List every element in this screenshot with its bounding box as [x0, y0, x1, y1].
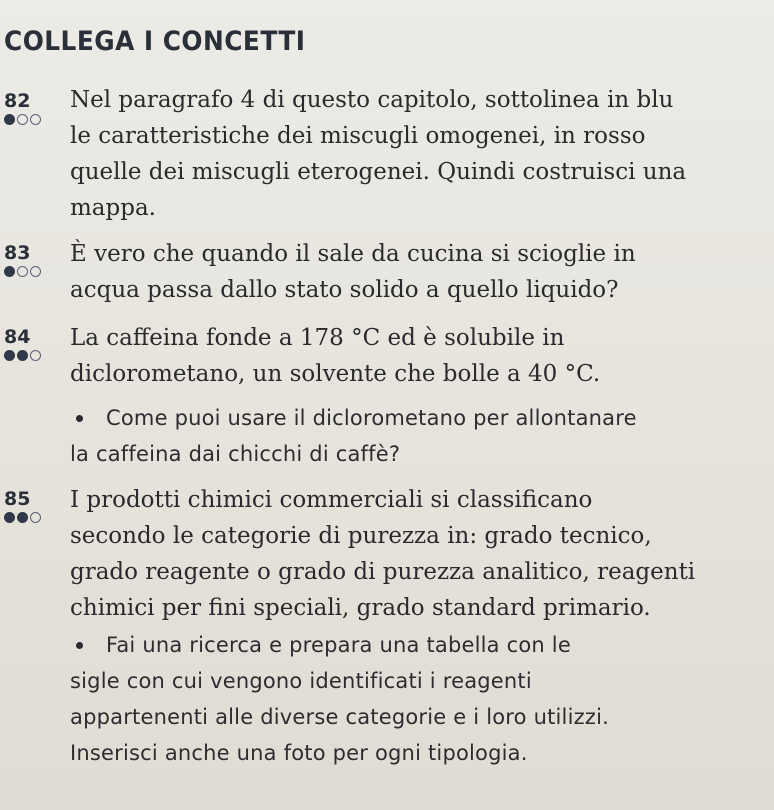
- text-line: chimici per fini speciali, grado standard primario.: [70, 595, 651, 621]
- difficulty-dot-filled: [4, 512, 15, 523]
- difficulty-dot-filled: [17, 512, 28, 523]
- difficulty-dot-filled: [4, 350, 15, 361]
- difficulty-dot-empty: [17, 266, 28, 277]
- text-line: mappa.: [70, 195, 156, 221]
- text-line: secondo le categorie di purezza in: grado tecnico,: [70, 523, 652, 549]
- exercise-number: 82: [4, 90, 31, 112]
- exercise-text: [70, 320, 760, 392]
- difficulty-dot-empty: [30, 350, 41, 361]
- difficulty-dot-filled: [4, 266, 15, 277]
- bullet-icon: [76, 415, 83, 422]
- difficulty-indicator: [4, 350, 41, 361]
- text-line: È vero che quando il sale da cucina si scioglie in: [70, 241, 636, 267]
- text-line: Come puoi usare il diclorometano per allontanare: [106, 406, 637, 430]
- text-line: grado reagente o grado di purezza analitico, reagenti: [70, 559, 696, 585]
- text-line: diclorometano, un solvente che bolle a 40 °C.: [70, 361, 601, 387]
- difficulty-dot-empty: [30, 266, 41, 277]
- difficulty-dot-empty: [30, 114, 41, 125]
- exercise-number: 84: [4, 326, 31, 348]
- text-line: I prodotti chimici commerciali si classificano: [70, 487, 593, 513]
- exercise-text: [70, 236, 760, 308]
- difficulty-indicator: [4, 266, 41, 277]
- exercise-number: 85: [4, 488, 31, 510]
- difficulty-dot-filled: [17, 350, 28, 361]
- exercise-text: [70, 482, 760, 626]
- text-line: le caratteristiche dei miscugli omogenei, in rosso: [70, 123, 646, 149]
- text-line: sigle con cui vengono identificati i reagenti: [70, 669, 532, 693]
- exercise-number: 83: [4, 242, 31, 264]
- text-line: appartenenti alle diverse categorie e i loro utilizzi.: [70, 705, 609, 729]
- text-line: Nel paragrafo 4 di questo capitolo, sottolinea in blu: [70, 87, 674, 113]
- text-line: la caffeina dai chicchi di caffè?: [70, 442, 401, 466]
- text-line: Inserisci anche una foto per ogni tipologia.: [70, 741, 528, 765]
- text-line: Fai una ricerca e prepara una tabella con le: [106, 633, 571, 657]
- exercise-text: [70, 82, 760, 226]
- bullet-text: [70, 627, 766, 771]
- difficulty-indicator: [4, 512, 41, 523]
- difficulty-dot-empty: [17, 114, 28, 125]
- bullet-icon: [76, 642, 83, 649]
- difficulty-dot-filled: [4, 114, 15, 125]
- text-line: La caffeina fonde a 178 °C ed è solubile in: [70, 325, 565, 351]
- difficulty-dot-empty: [30, 512, 41, 523]
- bullet-text: [70, 400, 766, 472]
- difficulty-indicator: [4, 114, 41, 125]
- section-title: COLLEGA I CONCETTI: [4, 26, 306, 57]
- text-line: quelle dei miscugli eterogenei. Quindi costruisci una: [70, 159, 687, 185]
- text-line: acqua passa dallo stato solido a quello liquido?: [70, 277, 619, 303]
